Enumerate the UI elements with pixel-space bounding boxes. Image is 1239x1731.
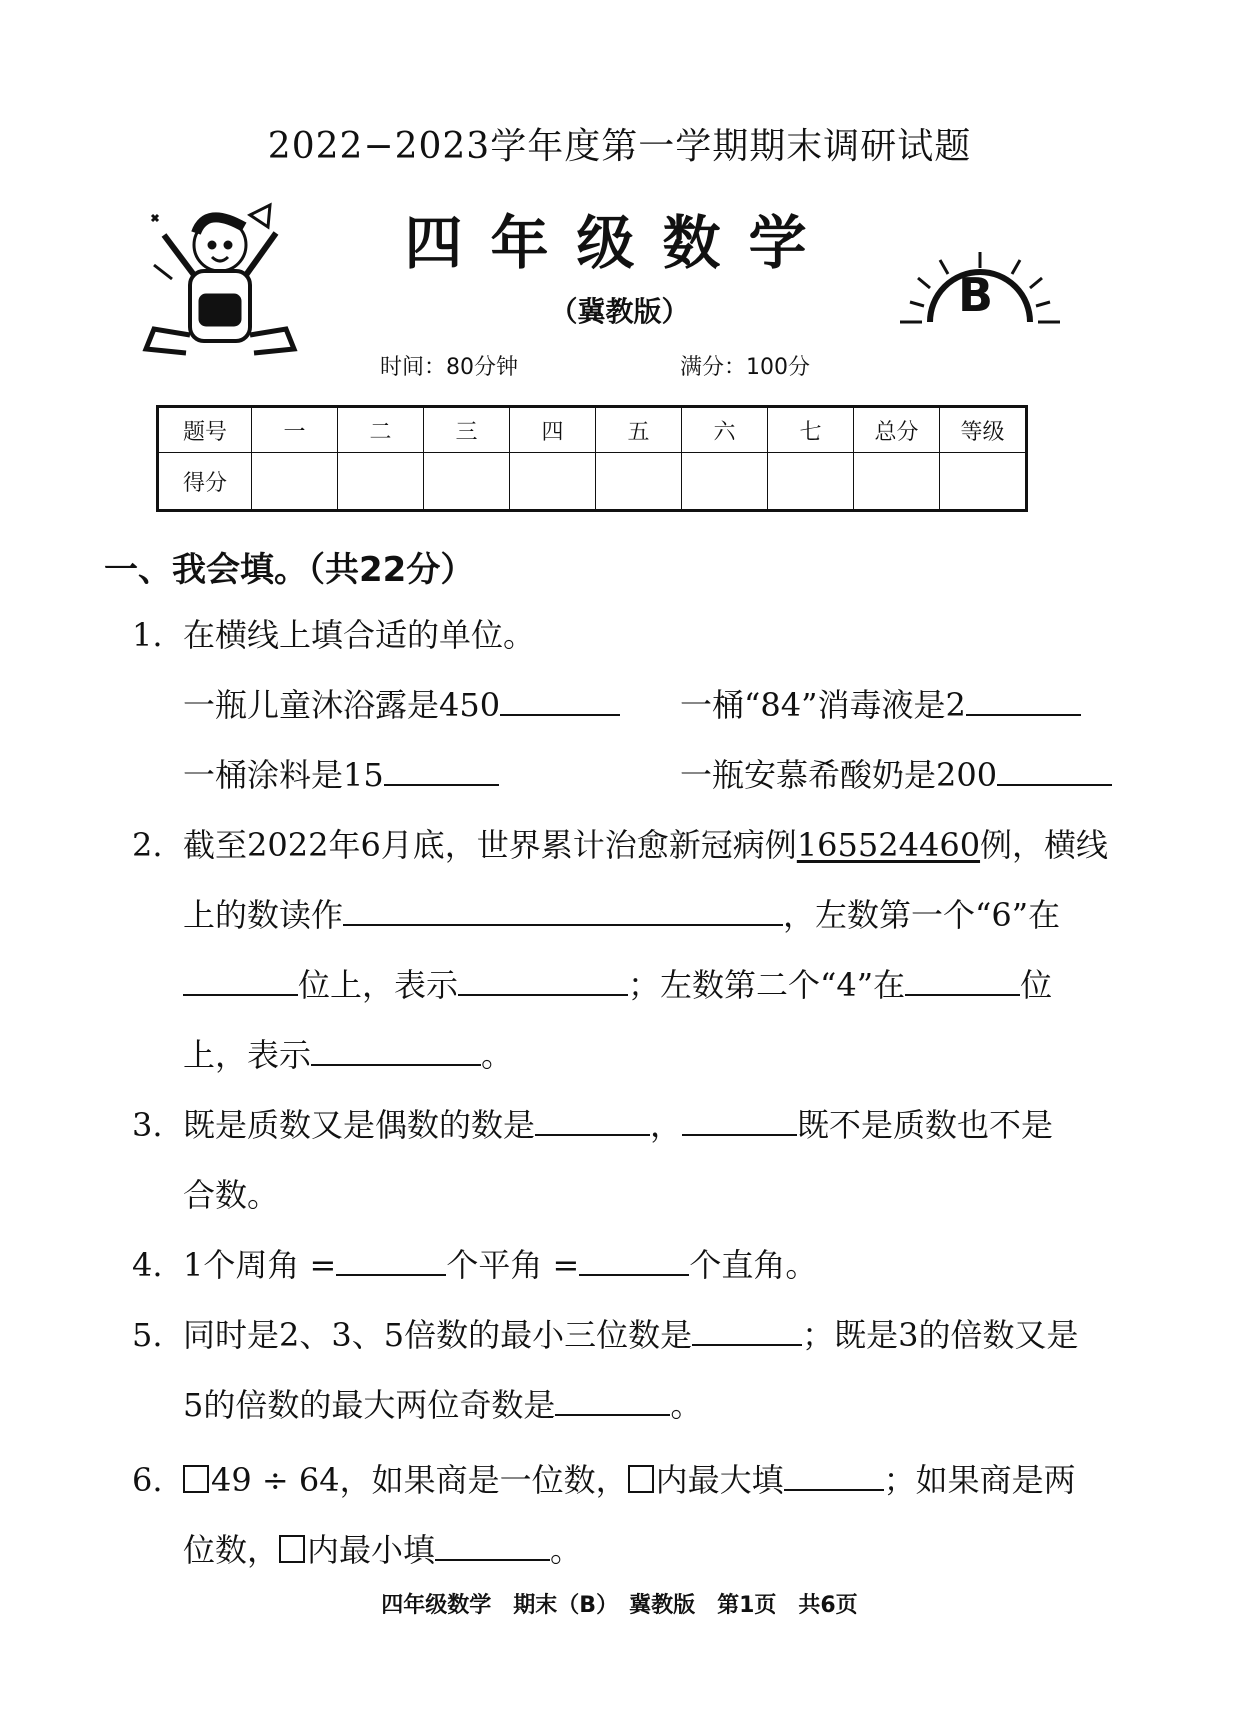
- table-cell: 一: [252, 407, 338, 453]
- question-text: 既是质数又是偶数的数是: [183, 1106, 536, 1144]
- answer-blank[interactable]: [784, 1459, 884, 1491]
- answer-blank[interactable]: [343, 894, 783, 926]
- fill-item: [183, 670, 620, 740]
- question-number: 1.: [132, 616, 163, 654]
- table-cell: 六: [682, 407, 768, 453]
- fill-item: [680, 670, 1081, 740]
- question-text: 上的数读作: [183, 896, 344, 934]
- question-text: ；如果商是两: [883, 1461, 1076, 1499]
- main-title: 四年级数学: [404, 209, 835, 277]
- score-cell[interactable]: [682, 453, 768, 511]
- question-number: 3.: [132, 1106, 163, 1144]
- question-text: 5的倍数的最大两位奇数是: [183, 1386, 556, 1424]
- question-text: 。: [550, 1531, 583, 1569]
- question-text: ；既是3的倍数又是: [802, 1316, 1079, 1354]
- question-text: 同时是2、3、5倍数的最小三位数是: [183, 1316, 693, 1354]
- table-cell: 七: [768, 407, 854, 453]
- answer-blank[interactable]: [905, 964, 1020, 996]
- question-text: ，: [650, 1106, 683, 1144]
- exam-time: 时间：80分钟: [380, 355, 518, 380]
- answer-blank[interactable]: [555, 1384, 670, 1416]
- table-cell: 五: [596, 407, 682, 453]
- question-text: 在横线上填合适的单位。: [183, 616, 536, 654]
- question-text: 截至2022年6月底，世界累计治愈新冠病例: [183, 826, 797, 864]
- score-cell[interactable]: [940, 453, 1027, 511]
- fill-item-text: 一桶“84”消毒液是2: [680, 686, 966, 724]
- question-text: 个平角 =: [446, 1246, 580, 1284]
- question-text: 位: [1020, 966, 1053, 1004]
- question-text: 内最大填: [655, 1461, 784, 1499]
- empty-box-icon: [628, 1465, 654, 1493]
- question-text: 合数。: [183, 1176, 280, 1214]
- score-table: [156, 405, 1028, 512]
- empty-box-icon: [183, 1465, 209, 1493]
- question-line: [183, 810, 1108, 880]
- question-line: [183, 1300, 1078, 1370]
- question-line: [183, 880, 1060, 950]
- answer-blank[interactable]: [336, 1244, 446, 1276]
- score-table-score-row: [158, 453, 1027, 511]
- question-text: 例，横线: [980, 826, 1109, 864]
- score-cell[interactable]: [252, 453, 338, 511]
- question-text: 。: [481, 1036, 514, 1074]
- page-footer: 四年级数学 期末（B） 冀教版 第1页 共6页: [381, 1593, 858, 1618]
- table-cell: 二: [338, 407, 424, 453]
- score-cell[interactable]: [854, 453, 940, 511]
- answer-blank[interactable]: [183, 964, 298, 996]
- question-line: [183, 1445, 1076, 1515]
- question-line: [183, 1090, 1053, 1160]
- answer-blank[interactable]: [435, 1529, 550, 1561]
- score-table-header-row: [158, 407, 1027, 453]
- answer-blank[interactable]: [500, 684, 620, 716]
- fill-item-text: 一瓶儿童沐浴露是450: [183, 686, 501, 724]
- fill-item: [680, 740, 1112, 810]
- table-cell: 题号: [158, 407, 252, 453]
- question-text: 位上，表示: [298, 966, 459, 1004]
- answer-blank[interactable]: [966, 684, 1081, 716]
- table-cell: 总分: [854, 407, 940, 453]
- question-line: [183, 1230, 817, 1300]
- full-score: 满分：100分: [680, 355, 810, 380]
- fill-item-text: 一桶涂料是15: [183, 756, 384, 794]
- table-cell: 四: [510, 407, 596, 453]
- score-cell[interactable]: [338, 453, 424, 511]
- question-text: 个直角。: [689, 1246, 818, 1284]
- answer-blank[interactable]: [535, 1104, 650, 1136]
- answer-blank[interactable]: [682, 1104, 797, 1136]
- question-text: 1个周角 =: [183, 1246, 337, 1284]
- score-cell[interactable]: [424, 453, 510, 511]
- question-text: 内最小填: [307, 1531, 436, 1569]
- table-cell: 得分: [158, 453, 252, 511]
- badge-letter: B: [958, 268, 994, 322]
- question-line: [183, 950, 1052, 1020]
- question-text: ；左数第二个“4”在: [628, 966, 906, 1004]
- question-text: 上，表示: [183, 1036, 312, 1074]
- version-badge: [900, 250, 1060, 330]
- answer-blank[interactable]: [579, 1244, 689, 1276]
- table-cell: 三: [424, 407, 510, 453]
- question-number: 6.: [132, 1461, 163, 1499]
- fill-item: [183, 740, 499, 810]
- empty-box-icon: [279, 1535, 305, 1563]
- underlined-number: 165524460: [796, 826, 981, 864]
- question-number: 2.: [132, 826, 163, 864]
- question-text: 既不是质数也不是: [797, 1106, 1054, 1144]
- score-cell[interactable]: [596, 453, 682, 511]
- question-text: 。: [670, 1386, 703, 1424]
- answer-blank[interactable]: [997, 754, 1112, 786]
- score-cell[interactable]: [510, 453, 596, 511]
- edition-label: （冀教版）: [549, 295, 690, 328]
- question-text: 49 ÷ 64，如果商是一位数，: [211, 1461, 628, 1499]
- answer-blank[interactable]: [692, 1314, 802, 1346]
- section-title: 一、我会填。（共22分）: [104, 550, 475, 590]
- answer-blank[interactable]: [458, 964, 628, 996]
- question-line: [183, 1370, 702, 1440]
- table-cell: 等级: [940, 407, 1027, 453]
- question-text: ，左数第一个“6”在: [783, 896, 1061, 934]
- score-cell[interactable]: [768, 453, 854, 511]
- question-number: 5.: [132, 1316, 163, 1354]
- question-line: [183, 1020, 513, 1090]
- answer-blank[interactable]: [384, 754, 499, 786]
- fill-item-text: 一瓶安慕希酸奶是200: [680, 756, 998, 794]
- question-text: 位数，: [183, 1531, 280, 1569]
- answer-blank[interactable]: [311, 1034, 481, 1066]
- question-line: [183, 1515, 582, 1585]
- question-number: 4.: [132, 1246, 163, 1284]
- exam-year-title: 2022−2023学年度第一学期期末调研试题: [267, 126, 972, 167]
